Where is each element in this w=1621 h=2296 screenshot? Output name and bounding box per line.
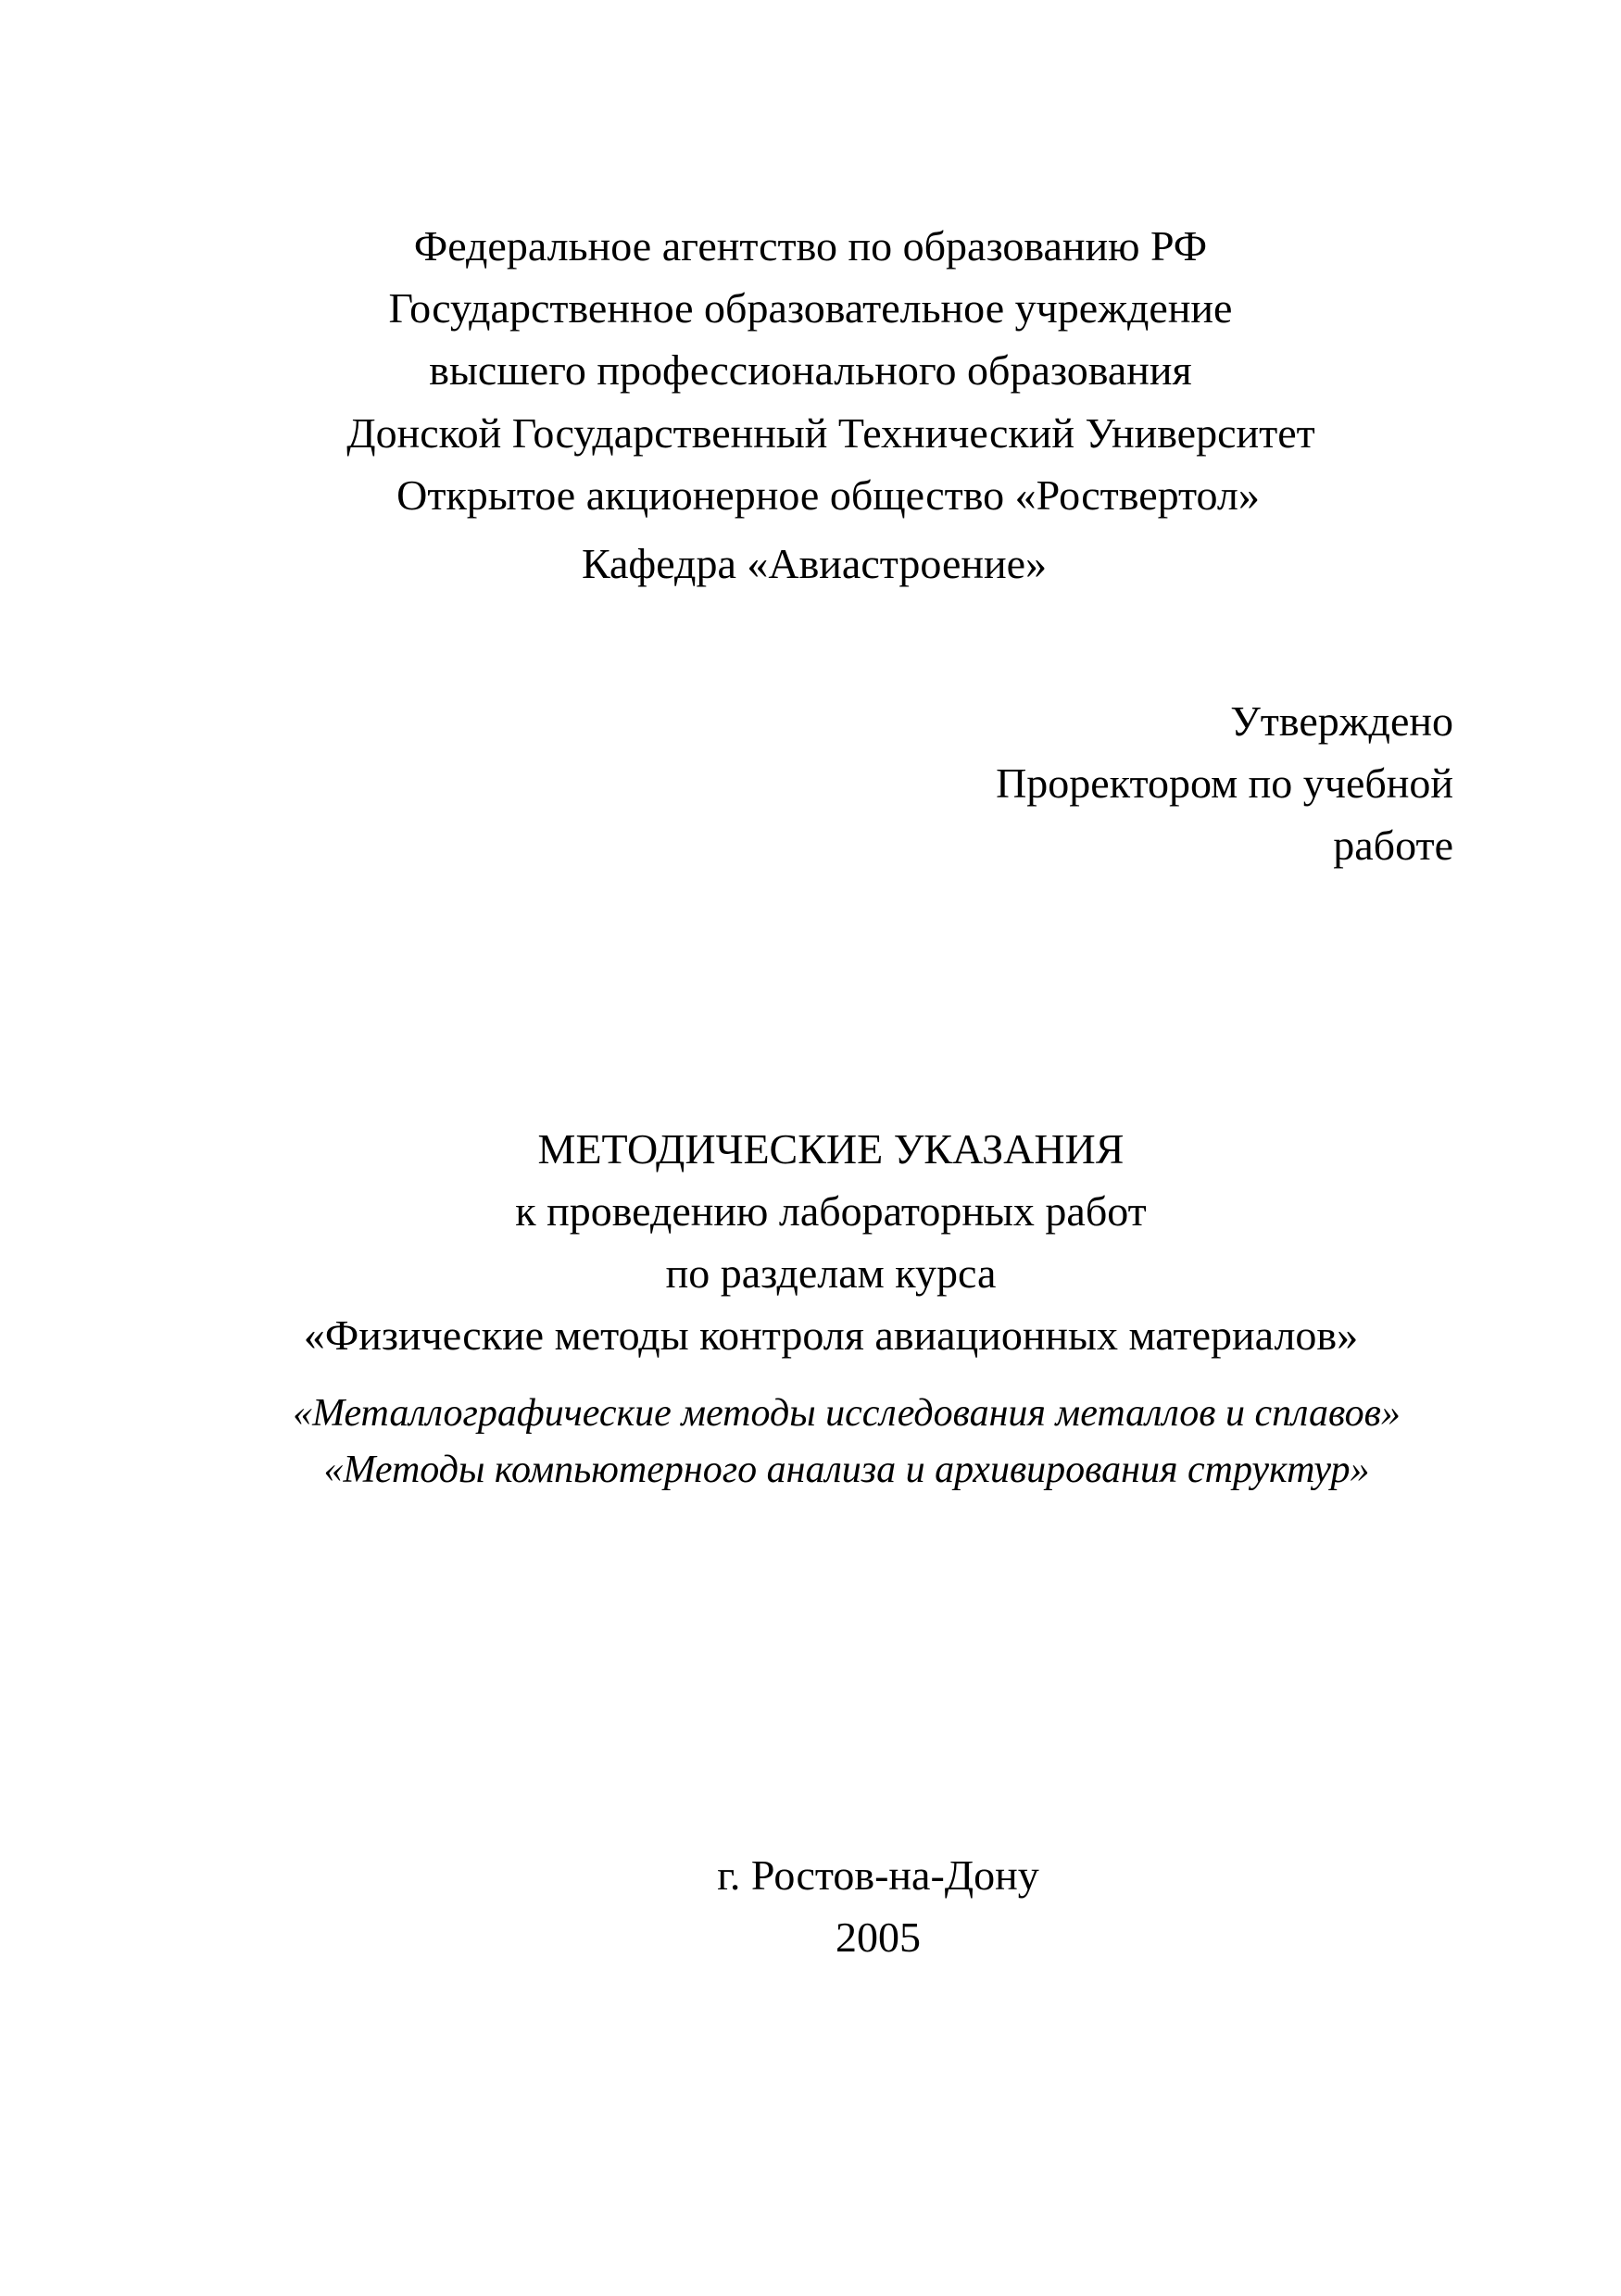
agency-name: Федеральное агентство по образованию РФ (413, 222, 1208, 270)
company-name: Открытое акционерное общество «Роствертол» (396, 471, 1260, 519)
section-title-1: «Металлографические методы исследования металлов и сплавов» (293, 1392, 1401, 1435)
approval-title: Утверждено (1230, 697, 1453, 745)
header-block (0, 222, 1621, 394)
university-block (0, 409, 1621, 519)
approval-block (996, 697, 1453, 869)
footer-block (0, 1851, 1621, 1961)
section-title-2: «Методы компьютерного анализа и архивирования структур» (323, 1449, 1370, 1491)
document-subtitle-1: к проведению лабораторных работ (515, 1187, 1147, 1235)
city: г. Ростов-на-Дону (717, 1851, 1039, 1899)
education-level: высшего профессионального образования (429, 346, 1192, 394)
title-block (0, 1125, 1621, 1359)
course-name: «Физические методы контроля авиационных материалов» (303, 1311, 1359, 1359)
year: 2005 (836, 1913, 921, 1961)
department-block (0, 540, 1621, 587)
sections-block (0, 1394, 1621, 1489)
university-name: Донской Государственный Технический Университет (346, 409, 1315, 457)
approval-position: Проректором по учебной (996, 759, 1453, 807)
document-title: МЕТОДИЧЕСКИЕ УКАЗАНИЯ (537, 1125, 1125, 1173)
department-name: Кафедра «Авиастроение» (581, 540, 1048, 587)
institution-type: Государственное образовательное учреждение (388, 284, 1233, 332)
document-subtitle-2: по разделам курса (665, 1249, 997, 1297)
approval-position-cont: работе (1333, 822, 1453, 869)
